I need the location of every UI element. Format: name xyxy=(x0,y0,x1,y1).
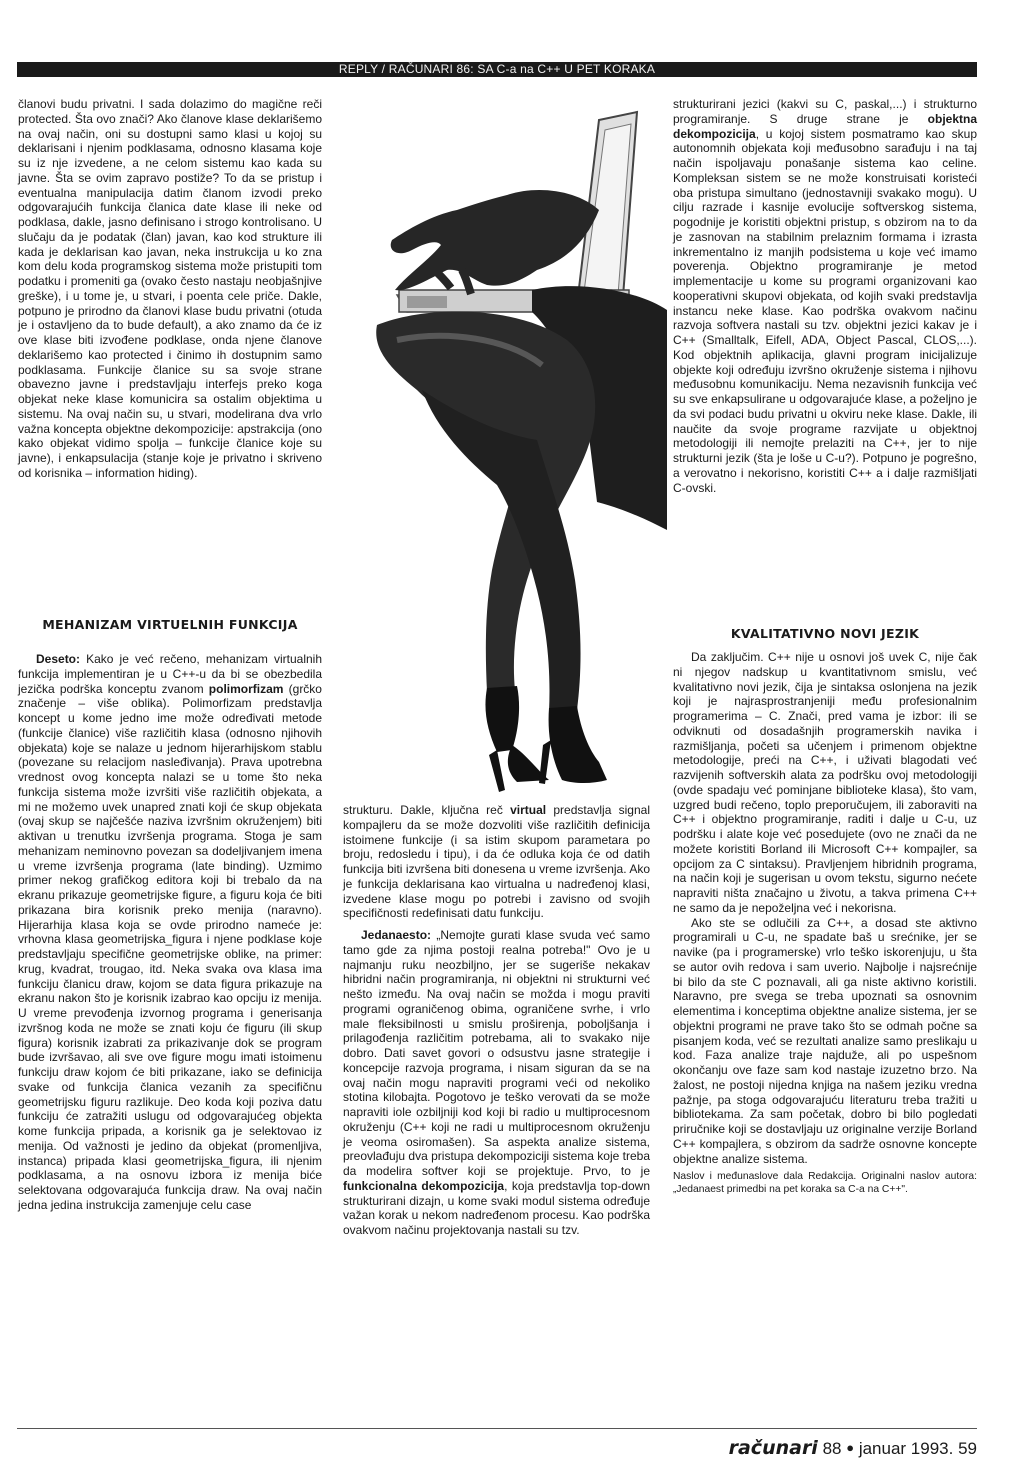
col2-paragraph-1: strukturu. Dakle, ključna reč virtual predstavlja signal kompajleru da se može dozvoliti više različitih definicija istoimene funkcije (i sa istim skupom parametara po broju, redosledu i tipu), i da će odluka koja će od datih funkcija biti izvršena biti donesena u vreme izvršenja. Ako je funkcija deklarisana kao virtualna u nadređenoj klasi, izvedene klase mogu po potrebi i zavisno od svojih specifičnosti redefinisati datu funkciju. xyxy=(343,803,650,921)
col3-paragraph-3: Ako ste se odlučili za C++, a dosad ste aktivno programirali u C-u, ne spadate baš u srećnike, jer se navike (pa i programerske) vrlo teško iskorenjuju, u šta se autor ovih redova i sam uverio. Najbolje i najsrećnije bi bilo da ste C poznavali, ali ga niste aktivno koristili. Naravno, pre svega se treba upoznati sa osnovnim elementima i konceptima objektne analize sistema, jer se objektni programi ne prave tako što se odmah počne sa pisanjem koda, već se rezultati analize samo preslikaju u kod. Faza analize traje najduže, ali po uspešnom okončanju ove faze sam kod nastaje izuzetno brzo. Na žalost, ne postoji nijedna knjiga na našem jeziku vredna pažnje, pa stoga odgovarajuću literaturu treba tražiti u bibliotekama. Za sam početak, dobro bi bilo pogledati priručnike koji se dostavljaju uz originalne verzije Borland C++ kompajlera, s obzirom da sadrže osnovne koncepte objektne analize sistema. xyxy=(673,915,977,1166)
editorial-note: Naslov i međunaslove dala Redakcija. Originalni naslov autora: „Jedanaest primedbi na pet koraka sa C-a na C++". xyxy=(673,1171,977,1196)
issue-date: januar 1993. xyxy=(858,1439,954,1458)
col1-paragraph-2: Deseto: Kako je već rečeno, mehanizam virtualnih funkcija implementiran je u C++-u da bi se obezbedila jezička podrška konceptu zvanom polimorfizam (grčko značenje – više oblika). Polimorfizam predstavlja koncept u kome jedno ime može određivati metode (funkcije članice) više različitih klasa (odnosno njihovih objekata) koje se nalaze u jednom hijerarhijskom stablu (povezane su relacijom nasleđivanja). Prava upotrebna vrednost ovog koncepta nalazi se u tome što neka funkcija sistema može izvršiti više različitih objekata, a mi ne možemo uvek unapred znati koji će skup objekata (ovaj skup se najčešće naziva izvršnim okruženjem) biti aktivan u trenutku izvršenja programa. Stoga je sam mehanizam neminovno povezan sa dodeljivanjem imena u vreme izvršenja programa (late binding). Uzmimo primer nekog grafičkog editora koji bi trebalo da na ekranu prikazuje geometrijske figure, a figuru koja će biti prikazana bira korisnik preko menija (naravno). Hijerarhija klasa koja se ovde prirodno nameće je: vrhovna klasa geometrijska_figura i njene podklase koje predstavljaju specifične geometrijske oblike, na primer: krug, kvadrat, trougao, itd. Neka svaka ova klasa ima funkciju članicu draw, kojom se data figura prikazuje na ekranu nakon što je korisnik izabrao kao opciju iz menija. U vreme prevođenja izvornog programa i generisanja izvršnog koda ne može se znati koju će figuru (ili skup figura) korisnik izabrati za prikazivanje dok se program bude izvršavao, ali sve ove figure mogu imati istoimenu funkciju draw kojom će biti prikazane, iako se definicija svake od funkcija članica vezanih za specifičnu geometrijsku figuru razlikuje. Deo koda koji poziva datu funkciju će zatražiti uslugu od odgovarajućeg objekta kome funkcija pripada, a korisnik ga je selektovao iz menija. Od važnosti je jedino da objekat (promenljiva, instanca) pripada klasi geometrijska_figura, ili njenim podklasama, a na osnovu izbora iz menija biće selektovana odgovarajuća funkcija draw. Na ovaj način jedna jedina instrukcija zamenjuje celu case xyxy=(18,652,322,1212)
running-header: REPLY / RAČUNARI 86: SA C-a na C++ U PET KORAKA xyxy=(17,62,977,77)
column-3-bottom xyxy=(673,650,977,1196)
issue-number: 88 xyxy=(822,1439,842,1458)
footer-rule xyxy=(17,1428,977,1429)
bullet-icon: ● xyxy=(846,1440,855,1455)
col2-paragraph-2: Jedanaesto: „Nemojte gurati klase svuda već samo tamo gde za njima postoji realna potreba!" Ovo je u najmanju ruku neozbiljno, jer se sugeriše nekakav hibridni način programiranja, ni objektni ni strukturni već nešto između. Na ovaj način se možda i mogu praviti programi ograničenog obima, ograničene svrhe, i vrlo male fleksibilnosti u smislu proširenja, poboljšanja i prilagođenja različitim potrebama, ali to svakako nije dobro. Dati savet govori o odsustvu jasne strategije i koncepcije razvoja programa, i nisam siguran da se na ovaj način mogu napraviti programi veći od nekoliko stotina kilobajta. Pogotovo je teško verovati da se može napraviti iole ozbiljniji kod koji bi radio u multiprocesnom okruženju (C++ koji ne radi u multiprocesnom okruženju je veoma osiromašen). Sa aspekta analize sistema, preovlađuju dva pristupa dekompoziciji sistema koje treba da modelira softver koji se projektuje. Prvo, to je funkcionalna dekompozicija, koja predstavlja top-down strukturirani dizajn, u kome svaki modul sistema određuje važan korak u nekom nadređenom procesu. Kao podrška ovakvom načinu projektovanja nastali su tzv. xyxy=(343,928,651,1237)
col3-paragraph-1: strukturirani jezici (kakvi su C, paskal,...) i strukturno programiranje. S druge strane je objektna dekompozicija, u kojoj sistem posmatramo kao skup autonomnih objekata koji međusobno sarađuju i na taj način ispoljavaju ponašanje sistema kao celine. Kompleksan sistem se ne može konstruisati koristeći oba pristupa simultano (jednostavniji svakako mogu). U cilju razrade i kasnije evolucije softverskog sistema, pogodnije je koristiti objektni pristup, s obzirom na to da je zasnovan na stabilnim prelaznim formama i izrasta inkrementalno iz manjih podsistema u koje već imamo poverenja. Objektno programiranje je metod implementacije u kome su programi organizovani kao kooperativni skupovi objekata, od kojih svaki predstavlja instancu neke klase. Kao podrška ovakvom načinu razvoja softvera nastali su tzv. objektni jezici kakav je i C++ (Smalltalk, Eifell, ADA, Object Pascal, CLOS,...). Kod objektnih aplikacija, glavni program inicijalizuje objekte koji određuju izvršno okruženje sistema i njihovu međusobnu komunikaciju. Nema nezavisnih funkcija već su sve enkapsulirane u odgovarajuće klase, a poželjno je da svi podaci budu privatni u okviru neke klase. Dakle, ili naučite da svoje programe razvijate u objektnoj metodologiji ili nemojte prelaziti na C++, jer to nije strukturni jezik (šta je loše u C-u?). Potpuno je pogrešno, a verovatno i nekorisno, koristiti C++ a i dalje razmišljati C-ovski. xyxy=(673,97,977,495)
magazine-name: računari xyxy=(728,1437,818,1459)
legs-with-laptop-photo xyxy=(337,90,667,800)
page-footer xyxy=(729,1436,977,1460)
section-heading-new-language: KVALITATIVNO NOVI JEZIK xyxy=(730,626,920,641)
column-2 xyxy=(343,803,650,1238)
column-1-top xyxy=(18,97,322,481)
col1-paragraph-1: članovi budu privatni. I sada dolazimo do magične reči protected. Šta ovo znači? Ako članove klase deklarišemo na ovaj način, oni su dostupni samo klasi u kojoj su deklarisani i njenim podklasama, odnosno klasama koje su iz nje izvedene, a ne celom sistemu kao kada su javne. Šta se ovim zapravo postiže? To da se pristup i eventualna manipulacija datim članom izvodi preko odgovarajućih funkcija članica date klase ili neke od podklasa, dakle, jasno definisano i strogo kontrolisano. U slučaju da je podatak (član) javan, kao kod strukture ili kada je deklarisan kao javan, neka instrukcija u ko zna kom delu koda programskog sistema može pristupiti tom podatku i promeniti ga (ovako često nastaju neobjašnjive greške), i u tome je, u stvari, i poenta cele priče. Dakle, potpuno je prirodno da članovi klase budu privatni (otuda je i ostavljeno da to bude default), a ako znamo da će iz ove klase biti izvođene podklase, onda njene članove deklarišemo kao protected i činimo ih dostupnim samo podklasama. Funkcije članice su sa svoje strane obavezno javne i predstavljaju interfejs preko koga objekat neke klase komunicira sa ostalim objektima u sistemu. Na ovaj način su, u stvari, modelirana dva vrlo važna koncepta objektne dekompozicije: apstrakcija (ono kako objekat vidimo spolja – funkcije članice koje su javne), i enkapsulacija (stanje koje je privatno i skriveno od korisnika – information hiding). xyxy=(18,97,322,480)
col1-p2-lead: Deseto: xyxy=(36,652,81,666)
column-3-top xyxy=(673,97,977,495)
section-heading-virtual-functions: MEHANIZAM VIRTUELNIH FUNKCIJA xyxy=(42,617,298,632)
col1-p2-bold: polimorfizam xyxy=(208,681,284,696)
page-number: 59 xyxy=(958,1439,977,1458)
col3-paragraph-2: Da zaključim. C++ nije u osnovi još uvek C, nije čak ni njegov nadskup u kvantitativnom smislu, već kvalitativno novi jezik, čija je sintaksa oslonjena na jezik koji je najrasprostranjeniji među profesionalnim programerima – C. Znači, pred vama je izbor: ili se odviknuti od dosadašnjih programerskih navika i razmišljanja, početi sa učenjem i primenom objektne metodologije, preći na C++, i uživati blagodati već razvijenih softverskih alata za podršku ovoj metodologiji (ovde spadaju već pominjane biblioteke klasa), što vam, uzgred budi rečeno, toplo preporučujem, ili zaboraviti na C++ i objektno programiranje, raditi i dalje u C-u, uz podršku i alate koje već posedujete (ovo ne znači da ne možete koristiti Borland ili Microsoft C++ kompajler, sa opcijom za C sintaksu). Pravljenjem hibridnih programa, na način koji je sugerisan u ovom tekstu, sigurno nećete napraviti ništa značajno u životu, a takva primena C++ ne samo da je nepoželjna već i nekorisna. xyxy=(673,650,977,915)
column-1-bottom xyxy=(18,652,322,1213)
